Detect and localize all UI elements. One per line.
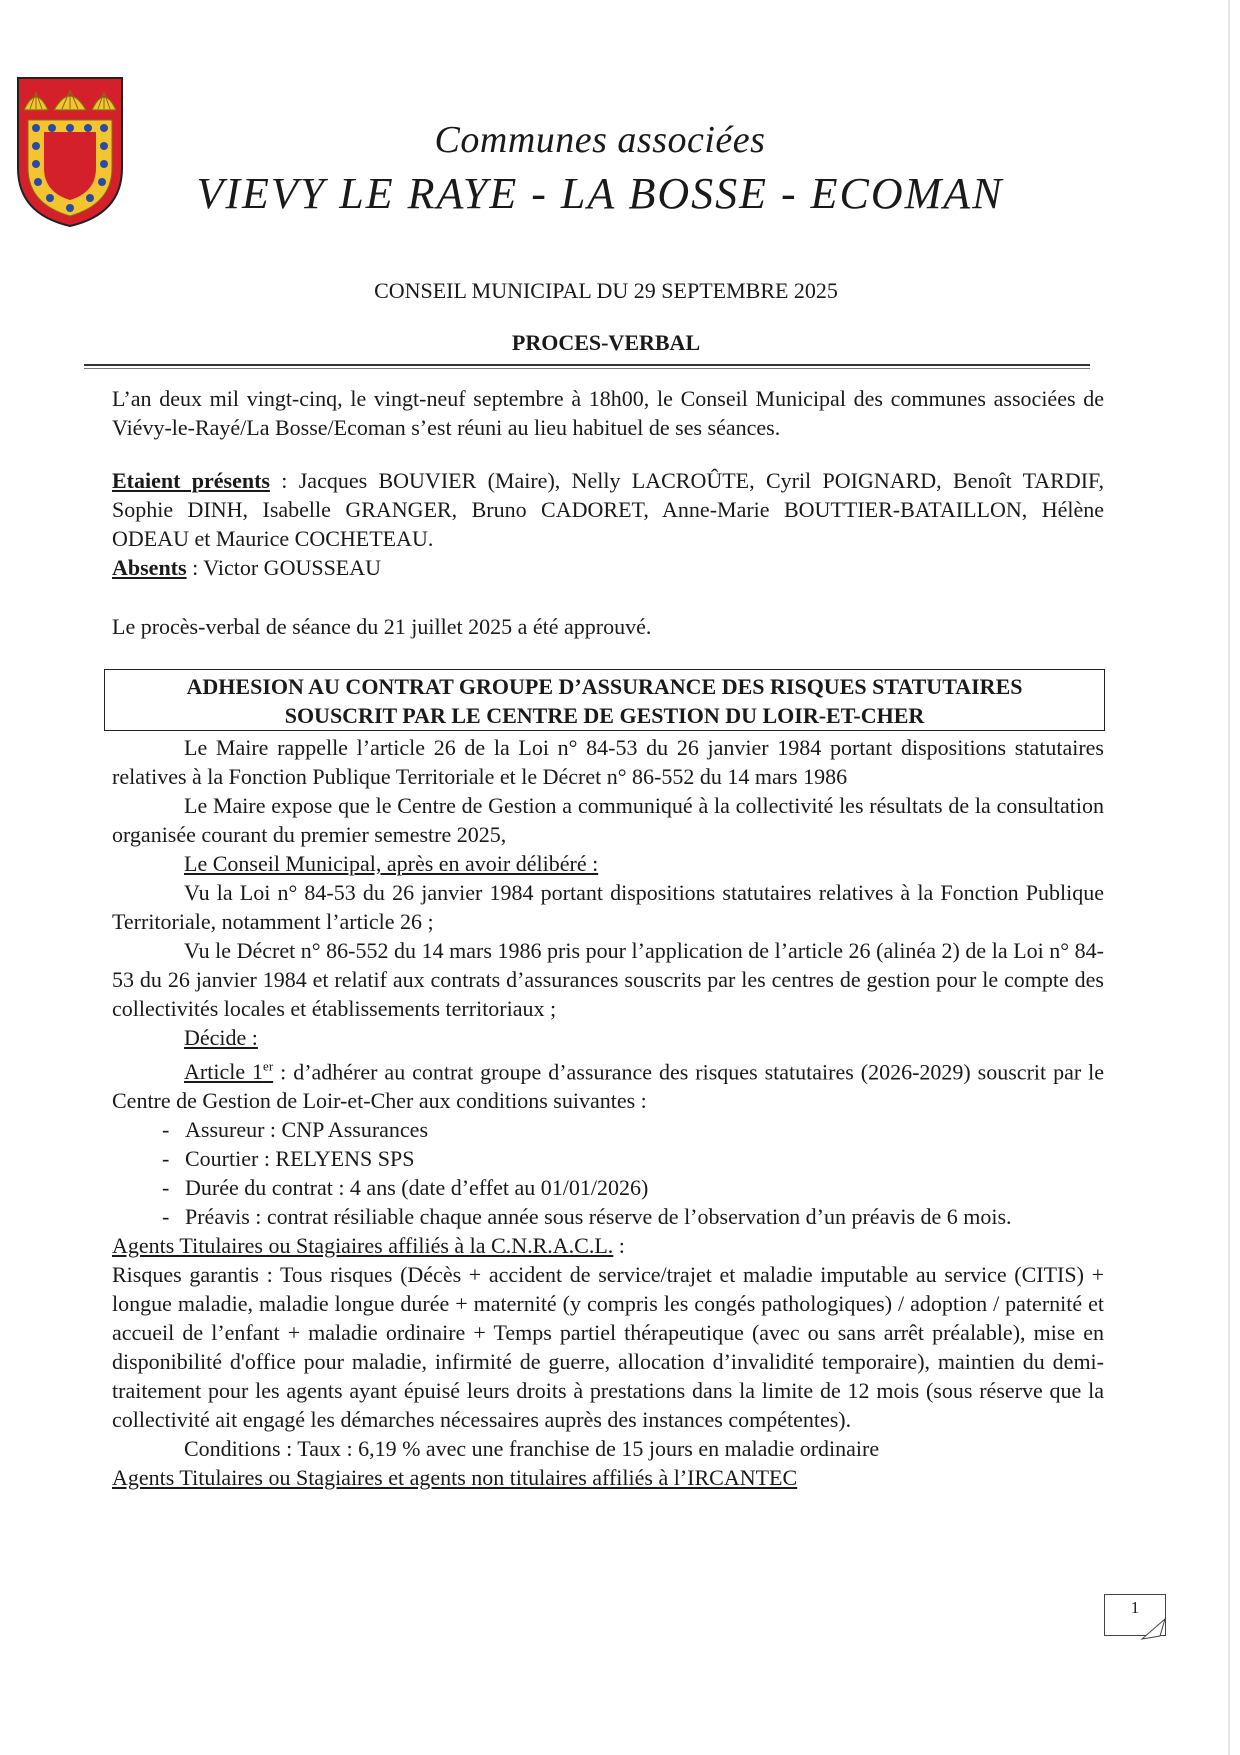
attendance (112, 466, 1104, 582)
section-title-box (104, 669, 1105, 731)
present-names: : Jacques BOUVIER (Maire), Nelly LACROÛTE, Cyril POIGNARD, Benoît TARDIF, Sophie DINH, Isabelle GRANGER, Bruno CADORET, Anne-Marie BOUTTIER-BATAILLON, Hélène ODEAU et Maurice COCHETEAU. (112, 468, 1105, 551)
present-label: Etaient présents (112, 468, 270, 493)
document-type: PROCES-VERBAL (511, 330, 701, 355)
absent-names: : Victor GOUSSEAU (186, 555, 382, 580)
risques-garantis: Risques garantis : Tous risques (Décès + accident de service/trajet et maladie imputable au service (CITIS) + longue maladie, maladie longue durée + maternité (y compris les congés pathologiques) / adoption / paternité et accueil de l’enfant + maladie ordinaire + Temps partiel thérapeutique (avec ou sans arrêt préalable), mise en disponibilité d'office pour maladie, infirmité de guerre, allocation d’invalidité temporaire), maintien du demi-traitement pour les agents ayant épuisé leurs droits à prestations dans la limite de 12 mois (sous réserve que la collectivité ait engagé les démarches nécessaires auprès des instances compétentes). (112, 1262, 1104, 1433)
absent-line (112, 553, 1104, 582)
vu-law: Vu la Loi n° 84-53 du 26 janvier 1984 portant dispositions statutaires relatives à la Fonction Publique Territoriale, notamment l’article 26 ; (112, 880, 1104, 934)
list-item: - Assureur : CNP Assurances (112, 1115, 1104, 1144)
section-body (112, 733, 1104, 1492)
header-divider-thin (84, 368, 1090, 369)
meeting-title: CONSEIL MUNICIPAL DU 29 SEPTEMBRE 2025 (374, 278, 838, 303)
letterhead-communes: VIEVY LE RAYE - LA BOSSE - ECOMAN (196, 169, 1004, 218)
scan-edge (1228, 0, 1230, 1755)
ircantec-heading: Agents Titulaires ou Stagiaires et agents non titulaires affiliés à l’IRCANTEC (112, 1465, 798, 1491)
letterhead-subtitle: Communes associées (434, 119, 766, 161)
approval-statement: Le procès-verbal de séance du 21 juillet 2025 a été approuvé. (112, 614, 652, 639)
present-line (112, 466, 1104, 553)
cnracl-heading: Agents Titulaires ou Stagiaires affiliés à la C.N.R.A.C.L. : (112, 1233, 625, 1259)
page-curl-icon (1140, 1618, 1166, 1640)
list-item: - Courtier : RELYENS SPS (112, 1144, 1104, 1173)
letterhead (150, 118, 1050, 219)
list-item: - Durée du contrat : 4 ans (date d’effet au 01/01/2026) (112, 1173, 1104, 1202)
vu-decree: Vu le Décret n° 86-552 du 14 mars 1986 pris pour l’application de l’article 26 (alinéa 2) de la Loi n° 84-53 du 26 janvier 1984 et relatif aux contrats d’assurances souscrits par les centres de gestion pour le compte des collectivités locales et établissements territoriaux ; (112, 938, 1104, 1021)
header-divider (84, 364, 1090, 366)
deliberation-line: Le Conseil Municipal, après en avoir délibéré : (184, 851, 599, 876)
intro-paragraph: L’an deux mil vingt-cinq, le vingt-neuf septembre à 18h00, le Conseil Municipal des communes associées de Viévy-le-Rayé/La Bosse/Ecoman s’est réuni au lieu habituel de ses séances. (112, 386, 1104, 440)
paragraph-consultation: Le Maire expose que le Centre de Gestion a communiqué à la collectivité les résultats de la consultation organisée courant du premier semestre 2025, (112, 793, 1104, 847)
list-item: - Préavis : contrat résiliable chaque année sous réserve de l’observation d’un préavis de 6 mois. (112, 1202, 1104, 1231)
article-label: Article 1er (184, 1059, 274, 1085)
coat-of-arms-icon (14, 76, 126, 228)
contract-conditions (112, 1115, 1104, 1231)
section-title-line2: SOUSCRIT PAR LE CENTRE DE GESTION DU LOIR-ET-CHER (284, 703, 925, 728)
article-1 (112, 1052, 1104, 1115)
page-number: 1 (1104, 1594, 1166, 1636)
paragraph-reminder: Le Maire rappelle l’article 26 de la Loi n° 84-53 du 26 janvier 1984 portant dispositions statutaires relatives à la Fonction Publique Territoriale et le Décret n° 86-552 du 14 mars 1986 (112, 735, 1104, 789)
decide-line: Décide : (184, 1025, 258, 1050)
taux-conditions: Conditions : Taux : 6,19 % avec une franchise de 15 jours en maladie ordinaire (184, 1436, 880, 1462)
article-text: : d’adhérer au contrat groupe d’assurance des risques statutaires (2026-2029) souscrit par le Centre de Gestion de Loir-et-Cher aux conditions suivantes : (112, 1059, 1104, 1114)
absent-label: Absents (112, 555, 187, 580)
section-title-line1: ADHESION AU CONTRAT GROUPE D’ASSURANCE DES RISQUES STATUTAIRES (186, 674, 1023, 699)
